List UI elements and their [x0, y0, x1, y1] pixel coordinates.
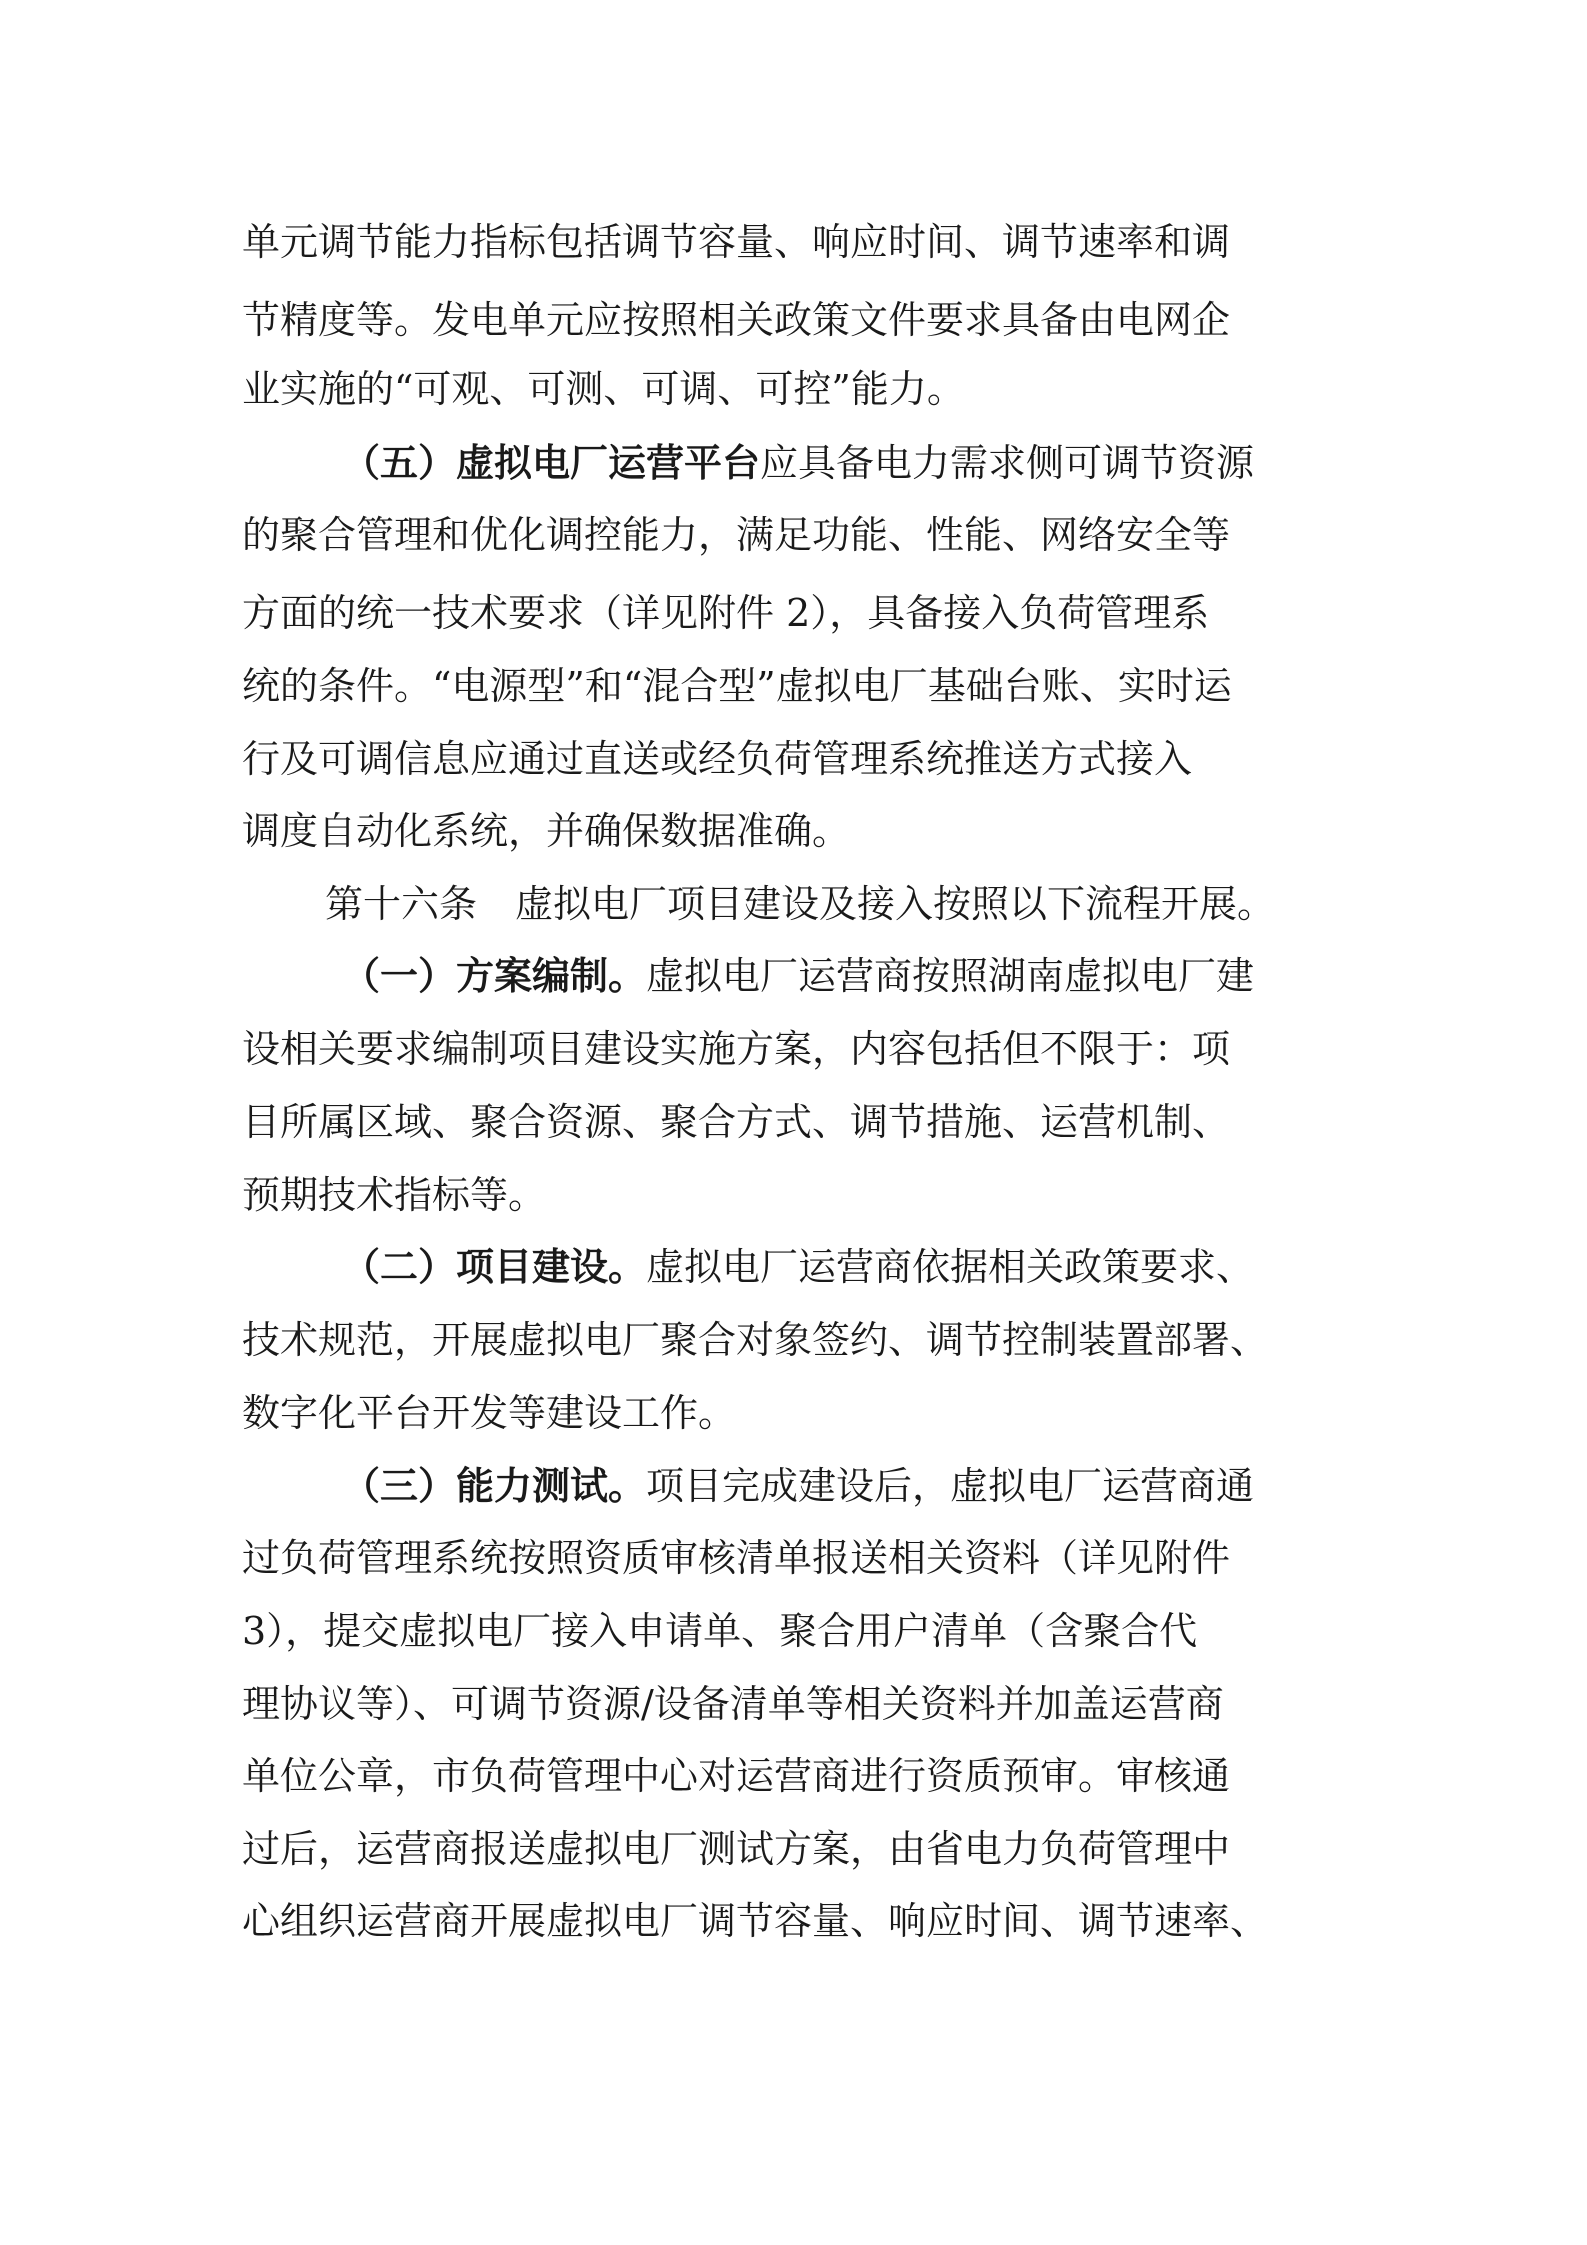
- text-line: 方面的统一技术要求（详见附件 2），具备接入负荷管理系: [242, 591, 1210, 635]
- text-line: 统的条件。“电源型”和“混合型”虚拟电厂基础台账、实时运: [242, 664, 1232, 708]
- text-line: 的聚合管理和优化调控能力，满足功能、性能、网络安全等: [242, 513, 1231, 557]
- article-sixteen: 第十六条 虚拟电厂项目建设及接入按照以下流程开展。: [325, 882, 1276, 926]
- heading-two: （二）项目建设。: [342, 1245, 647, 1289]
- text-line: 设相关要求编制项目建设实施方案，内容包括但不限于：项: [242, 1027, 1231, 1071]
- text-line: 单元调节能力指标包括调节容量、响应时间、调节速率和调: [242, 220, 1231, 264]
- text-line: 理协议等）、可调节资源/设备清单等相关资料并加盖运营商: [242, 1682, 1224, 1726]
- text-line: 行及可调信息应通过直送或经负荷管理系统推送方式接入: [242, 737, 1193, 781]
- text-line: 数字化平台开发等建设工作。: [242, 1391, 737, 1435]
- paragraph-one-start: （一）方案编制。虚拟电厂运营商按照湖南虚拟电厂建: [342, 954, 1255, 998]
- text-line: 过后，运营商报送虚拟电厂测试方案，由省电力负荷管理中: [242, 1827, 1231, 1871]
- text-line: 预期技术指标等。: [242, 1173, 547, 1217]
- text-line: 心组织运营商开展虚拟电厂调节容量、响应时间、调节速率、: [242, 1899, 1269, 1943]
- paragraph-five-start: （五）虚拟电厂运营平台应具备电力需求侧可调节资源: [342, 441, 1255, 485]
- text-line: 业实施的“可观、可测、可调、可控”能力。: [242, 367, 965, 411]
- text-line: 过负荷管理系统按照资质审核清单报送相关资料（详见附件: [242, 1536, 1231, 1580]
- text-line: 调度自动化系统，并确保数据准确。: [242, 809, 851, 853]
- paragraph-three-start: （三）能力测试。项目完成建设后，虚拟电厂运营商通: [342, 1464, 1255, 1508]
- text-line: 目所属区域、聚合资源、聚合方式、调节措施、运营机制、: [242, 1100, 1231, 1144]
- heading-five: （五）虚拟电厂运营平台: [342, 441, 761, 485]
- heading-three: （三）能力测试。: [342, 1464, 647, 1508]
- text-line: 节精度等。发电单元应按照相关政策文件要求具备由电网企: [242, 298, 1231, 342]
- text-line: 技术规范，开展虚拟电厂聚合对象签约、调节控制装置部署、: [242, 1318, 1269, 1362]
- heading-one: （一）方案编制。: [342, 954, 647, 998]
- text-line: 3），提交虚拟电厂接入申请单、聚合用户清单（含聚合代: [242, 1609, 1198, 1653]
- paragraph-two-start: （二）项目建设。虚拟电厂运营商依据相关政策要求、: [342, 1245, 1255, 1289]
- text-line: 单位公章，市负荷管理中心对运营商进行资质预审。审核通: [242, 1754, 1231, 1798]
